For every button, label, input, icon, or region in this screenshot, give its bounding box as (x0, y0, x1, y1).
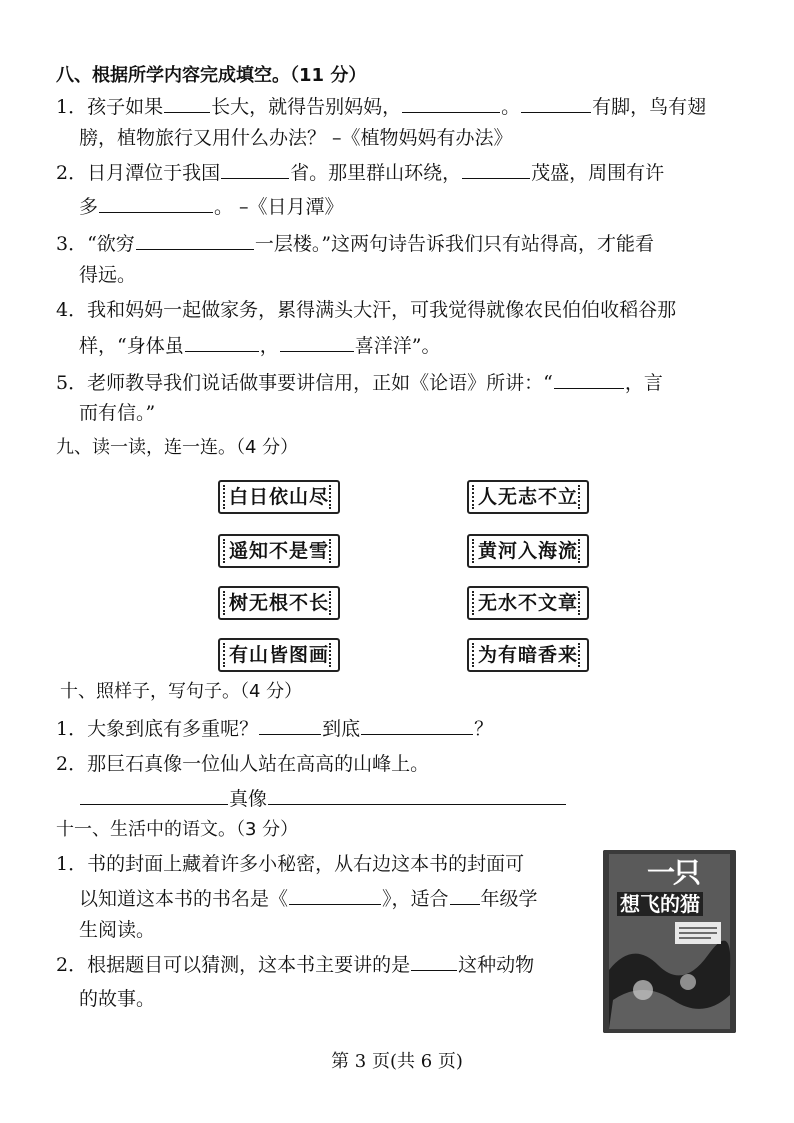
fill-blank[interactable] (462, 160, 530, 179)
s11-q1-text-b: 以知道这本书的书名是《 (79, 888, 289, 910)
s8-question-5 (56, 370, 663, 395)
match-right-item[interactable]: 无水不文章 (467, 586, 589, 620)
s8-q5-text-a: 5．老师教导我们说话做事要讲信用，正如《论语》所讲：“ (56, 372, 553, 394)
fill-blank[interactable] (221, 160, 289, 179)
match-right-item[interactable]: 为有暗香来 (467, 638, 589, 672)
s11-q1-text-d: 年级学 (480, 888, 538, 910)
match-left-item[interactable]: 白日依山尽 (218, 480, 340, 514)
fill-blank[interactable] (136, 231, 254, 250)
section-11-title: 十一、生活中的语文。（3 分） (56, 819, 299, 840)
fill-blank[interactable] (411, 952, 457, 971)
s11-q1-line-3: 生阅读。 (79, 919, 156, 941)
s10-question-2: 2．那巨石真像一位仙人站在高高的山峰上。 (56, 753, 430, 775)
fill-blank[interactable] (185, 333, 259, 352)
match-left-item[interactable]: 树无根不长 (218, 586, 340, 620)
s8-q1-text-a: 1．孩子如果 (56, 96, 164, 118)
s8-question-3 (56, 231, 654, 256)
fill-blank[interactable] (280, 333, 354, 352)
s8-q1-text-c: 。 (501, 96, 521, 118)
s10-q1-text-c: ？ (474, 718, 494, 740)
fill-blank[interactable] (164, 94, 210, 113)
s8-question-1 (56, 94, 706, 119)
s8-question-2 (56, 160, 664, 185)
book-cover-image (603, 850, 736, 1033)
s8-q5-text-b: ，言 (624, 372, 663, 394)
fill-blank[interactable] (450, 886, 480, 905)
s8-q3-text-b: 一层楼。”这两句诗告诉我们只有站得高，才能看 (254, 233, 655, 255)
s11-question-2 (56, 952, 534, 977)
s8-q2-text-a: 2．日月潭位于我国 (56, 162, 221, 184)
book-title-line-1: 一只 (647, 856, 700, 889)
s11-question-1: 1．书的封面上藏着许多小秘密，从右边这本书的封面可 (56, 853, 525, 875)
s8-q3-text-a: 3．“欲穷 (56, 233, 135, 255)
section-10-title: 十、照样子，写句子。（4 分） (60, 681, 303, 702)
section-8-title: 八、根据所学内容完成填空。（11 分） (56, 65, 367, 86)
book-title-line-2: 想飞的猫 (617, 892, 703, 916)
s8-q2-line-2 (79, 194, 344, 219)
s8-q2-text-d: 多 (79, 196, 99, 218)
fill-blank[interactable] (361, 716, 473, 735)
s10-question-1 (56, 716, 493, 741)
s8-q2-text-b: 省。那里群山环绕， (290, 162, 462, 184)
s10-q1-text-a: 1．大象到底有多重呢？ (56, 718, 259, 740)
s8-q2-text-c: 茂盛，周围有许 (531, 162, 665, 184)
s8-q3-line-2: 得远。 (79, 264, 137, 286)
s8-q4-text-c: ， (259, 335, 279, 357)
section-9-title: 九、读一读，连一连。（4 分） (56, 437, 299, 458)
fill-blank[interactable] (289, 886, 381, 905)
fill-blank[interactable] (402, 94, 500, 113)
s8-q5-line-2: 而有信。” (79, 402, 156, 424)
s11-q2-line-2: 的故事。 (79, 988, 156, 1010)
match-left-item[interactable]: 遥知不是雪 (218, 534, 340, 568)
fill-blank[interactable] (80, 786, 228, 805)
s8-q4-line-2 (79, 333, 440, 358)
s8-q1-line-2: 膀，植物旅行又用什么办法？ –《植物妈妈有办法》 (79, 127, 513, 149)
fill-blank[interactable] (521, 94, 591, 113)
fill-blank[interactable] (268, 786, 566, 805)
s8-q1-text-b: 长大，就得告别妈妈， (211, 96, 402, 118)
s8-question-4: 4．我和妈妈一起做家务，累得满头大汗，可我觉得就像农民伯伯收稻谷那 (56, 299, 677, 321)
match-right-item[interactable]: 人无志不立 (467, 480, 589, 514)
s8-q4-text-b: 样，“身体虽 (79, 335, 184, 357)
match-right-item[interactable]: 黄河入海流 (467, 534, 589, 568)
fill-blank[interactable] (554, 370, 624, 389)
s11-q2-text-a: 2．根据题目可以猜测，这本书主要讲的是 (56, 954, 411, 976)
fill-blank[interactable] (99, 194, 213, 213)
s11-q1-line-2 (79, 886, 538, 911)
s11-q2-text-b: 这种动物 (458, 954, 535, 976)
s10-q1-text-b: 到底 (322, 718, 361, 740)
s11-q1-text-c: 》，适合 (382, 888, 449, 910)
fill-blank[interactable] (259, 716, 321, 735)
s8-q1-text-d: 有脚，鸟有翅 (592, 96, 707, 118)
s10-q2-text-b: 真像 (229, 788, 268, 810)
match-left-item[interactable]: 有山皆图画 (218, 638, 340, 672)
s8-q2-text-e: 。 –《日月潭》 (214, 196, 344, 218)
s8-q4-text-d: 喜洋洋”。 (354, 335, 441, 357)
s10-q2-answer-line (79, 786, 567, 811)
page-footer: 第 3 页(共 6 页) (331, 1051, 463, 1072)
